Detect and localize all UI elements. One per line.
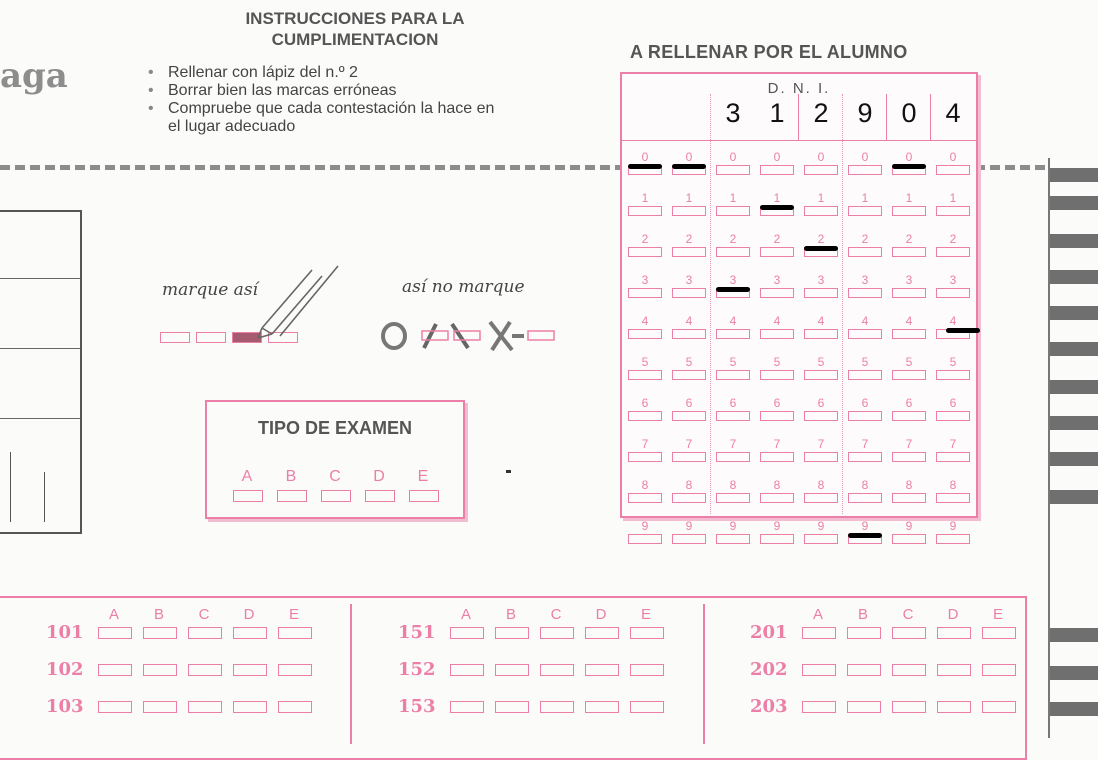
dni-bubble[interactable] — [628, 288, 662, 298]
answer-option-label: A — [460, 606, 471, 623]
dni-bubble[interactable] — [760, 165, 794, 175]
dni-bubble[interactable] — [672, 452, 706, 462]
answer-bubble[interactable] — [143, 664, 177, 676]
handwritten-dni-digit: 0 — [901, 98, 917, 128]
answer-option-label: B — [153, 606, 164, 623]
dni-digit-label: 1 — [905, 191, 913, 205]
answer-column-divider — [703, 604, 705, 744]
exam-type-option-label: E — [417, 468, 429, 485]
dni-bubble[interactable] — [628, 411, 662, 421]
dni-column-tick — [930, 94, 931, 140]
question-number: 152 — [398, 659, 436, 680]
dni-digit-label: 3 — [861, 273, 869, 287]
dni-digit-label: 8 — [861, 478, 869, 492]
answer-option-label: C — [198, 606, 210, 623]
handwritten-dni-digit: 1 — [769, 98, 785, 128]
pencil-icon — [250, 262, 350, 338]
instruction-item: • Rellenar con lápiz del n.º 2 — [146, 64, 494, 82]
answer-bubble[interactable] — [540, 701, 574, 713]
dni-digit-label: 1 — [729, 191, 737, 205]
pencil-mark — [946, 328, 980, 333]
dni-digit-label: 4 — [861, 314, 869, 328]
dni-bubble[interactable] — [628, 370, 662, 380]
dni-digit-label: 5 — [773, 355, 781, 369]
pencil-mark — [672, 164, 706, 169]
pencil-mark — [804, 246, 838, 251]
exam-type-option-label: D — [373, 468, 385, 485]
answer-option-label: A — [812, 606, 823, 623]
timing-mark — [1050, 168, 1098, 182]
dni-digit-label: 7 — [641, 437, 649, 451]
dni-digit-label: 7 — [905, 437, 913, 451]
dni-bubble[interactable] — [760, 493, 794, 503]
dni-bubble[interactable] — [760, 370, 794, 380]
dni-bubble[interactable] — [716, 534, 750, 544]
timing-mark — [1050, 196, 1098, 210]
timing-mark — [1050, 234, 1098, 248]
question-number: 102 — [46, 659, 84, 680]
dni-bubble[interactable] — [760, 247, 794, 257]
timing-mark — [1050, 490, 1098, 504]
dni-bubble[interactable] — [804, 534, 838, 544]
dni-bubble[interactable] — [672, 493, 706, 503]
dni-bubble[interactable] — [804, 370, 838, 380]
dni-digit-label: 1 — [685, 191, 693, 205]
dni-digit-label: 8 — [773, 478, 781, 492]
dni-bubble[interactable] — [672, 247, 706, 257]
answer-bubble[interactable] — [278, 701, 312, 713]
dni-bubble[interactable] — [892, 206, 926, 216]
dni-digit-label: 4 — [773, 314, 781, 328]
dni-bubble[interactable] — [892, 329, 926, 339]
answer-bubble[interactable] — [847, 664, 881, 676]
dni-digit-label: 8 — [729, 478, 737, 492]
answer-bubble[interactable] — [495, 664, 529, 676]
stray-mark — [506, 470, 511, 473]
handwritten-dni-digit: 9 — [857, 98, 873, 128]
dni-digit-label: 8 — [905, 478, 913, 492]
dni-bubble[interactable] — [936, 206, 970, 216]
dni-digit-label: 2 — [773, 232, 781, 246]
answer-bubble[interactable] — [188, 664, 222, 676]
incorrect-mark-label: así no marque — [402, 277, 525, 297]
dni-digit-label: 9 — [729, 519, 737, 533]
dni-bubble[interactable] — [760, 452, 794, 462]
answer-bubble[interactable] — [892, 701, 926, 713]
dni-bubble[interactable] — [936, 452, 970, 462]
dni-bubble[interactable] — [672, 411, 706, 421]
instruction-item: • Compruebe que cada contestación la hace en — [146, 100, 494, 118]
dni-digit-label: 0 — [729, 150, 737, 164]
dni-digit-label: 6 — [949, 396, 957, 410]
dni-bubble[interactable] — [716, 452, 750, 462]
box-divider — [0, 418, 80, 419]
dni-bubble[interactable] — [672, 329, 706, 339]
dni-digit-label: 6 — [685, 396, 693, 410]
question-number: 153 — [398, 696, 436, 717]
handwritten-dni-digit: 2 — [813, 98, 829, 128]
dni-column-tick — [886, 94, 887, 140]
answer-bubble[interactable] — [450, 664, 484, 676]
dni-header-divider — [622, 140, 976, 141]
answer-bubble[interactable] — [847, 701, 881, 713]
dni-bubble[interactable] — [716, 370, 750, 380]
answer-bubble[interactable] — [143, 627, 177, 639]
dni-bubble[interactable] — [936, 493, 970, 503]
answer-bubble[interactable] — [233, 664, 267, 676]
answer-bubble[interactable] — [630, 664, 664, 676]
answer-bubble[interactable] — [847, 627, 881, 639]
dni-label: D. N. I. — [767, 80, 831, 97]
question-number: 202 — [750, 659, 788, 680]
dni-bubble[interactable] — [804, 411, 838, 421]
instructions-title-line1: INSTRUCCIONES PARA LA — [245, 9, 465, 28]
dni-digit-label: 2 — [949, 232, 957, 246]
answer-option-label: C — [902, 606, 914, 623]
exam-type-box — [205, 400, 465, 519]
dni-bubble[interactable] — [892, 247, 926, 257]
instructions-title-line2: CUMPLIMENTACION — [271, 30, 439, 49]
pencil-mark — [892, 164, 926, 169]
dni-bubble[interactable] — [628, 206, 662, 216]
pencil-mark — [628, 164, 662, 169]
dni-bubble[interactable] — [760, 288, 794, 298]
dni-bubble[interactable] — [804, 329, 838, 339]
dni-digit-label: 7 — [729, 437, 737, 451]
answer-option-label: D — [595, 606, 607, 623]
dni-bubble[interactable] — [716, 493, 750, 503]
dni-digit-label: 7 — [685, 437, 693, 451]
answer-column-divider — [350, 604, 352, 744]
answer-bubble[interactable] — [188, 701, 222, 713]
dni-digit-label: 4 — [905, 314, 913, 328]
institution-name-fragment: aga — [0, 56, 68, 96]
answer-option-label: E — [992, 606, 1003, 623]
exam-type-option-label: B — [285, 468, 297, 485]
dni-bubble[interactable] — [760, 411, 794, 421]
dni-bubble[interactable] — [848, 370, 882, 380]
handwritten-dni-digit: 3 — [725, 98, 741, 128]
dni-bubble[interactable] — [628, 493, 662, 503]
dni-bubble[interactable] — [804, 206, 838, 216]
exam-type-option-label: A — [241, 468, 253, 485]
dni-digit-label: 4 — [949, 314, 957, 328]
dni-column-separator — [710, 94, 711, 514]
dni-digit-label: 3 — [685, 273, 693, 287]
instructions-title — [170, 8, 540, 50]
answer-bubble[interactable] — [540, 664, 574, 676]
answer-bubble[interactable] — [802, 627, 836, 639]
answer-bubble[interactable] — [233, 627, 267, 639]
question-number: 151 — [398, 622, 436, 643]
dni-column-tick — [798, 94, 799, 140]
timing-mark — [1050, 628, 1098, 642]
dni-digit-label: 2 — [817, 232, 825, 246]
answer-bubble[interactable] — [540, 627, 574, 639]
timing-mark — [1050, 380, 1098, 394]
dni-digit-label: 6 — [817, 396, 825, 410]
box-divider — [0, 278, 80, 279]
dni-digit-label: 6 — [729, 396, 737, 410]
dni-bubble[interactable] — [936, 247, 970, 257]
dni-digit-label: 9 — [905, 519, 913, 533]
dni-digit-label: 6 — [905, 396, 913, 410]
dni-digit-label: 2 — [685, 232, 693, 246]
dni-digit-label: 9 — [685, 519, 693, 533]
dni-digit-label: 5 — [729, 355, 737, 369]
dni-bubble[interactable] — [848, 493, 882, 503]
question-number: 203 — [750, 696, 788, 717]
answer-bubble[interactable] — [585, 664, 619, 676]
example-bubble — [196, 332, 226, 343]
dni-bubble[interactable] — [716, 247, 750, 257]
answer-bubble[interactable] — [937, 701, 971, 713]
dni-bubble[interactable] — [848, 288, 882, 298]
answer-bubble[interactable] — [98, 627, 132, 639]
dni-digit-label: 5 — [861, 355, 869, 369]
answer-bubble[interactable] — [233, 701, 267, 713]
dni-digit-label: 9 — [817, 519, 825, 533]
dni-digit-label: 0 — [949, 150, 957, 164]
answer-bubble[interactable] — [98, 664, 132, 676]
dni-digit-label: 1 — [773, 191, 781, 205]
exam-type-title: TIPO DE EXAMEN — [257, 418, 413, 438]
dni-digit-label: 3 — [949, 273, 957, 287]
dni-bubble[interactable] — [628, 534, 662, 544]
exam-type-bubble[interactable] — [321, 490, 351, 502]
answer-bubble[interactable] — [937, 627, 971, 639]
dni-digit-label: 1 — [817, 191, 825, 205]
dni-bubble[interactable] — [848, 206, 882, 216]
dni-bubble[interactable] — [936, 370, 970, 380]
dni-digit-label: 5 — [641, 355, 649, 369]
dni-digit-label: 2 — [641, 232, 649, 246]
dni-digit-label: 9 — [641, 519, 649, 533]
dni-bubble[interactable] — [760, 329, 794, 339]
answer-bubble[interactable] — [450, 627, 484, 639]
dni-bubble[interactable] — [848, 329, 882, 339]
answer-bubble[interactable] — [937, 664, 971, 676]
dni-digit-label: 0 — [641, 150, 649, 164]
answer-option-label: A — [108, 606, 119, 623]
dni-digit-label: 1 — [949, 191, 957, 205]
timing-mark — [1050, 306, 1098, 320]
dni-digit-label: 3 — [817, 273, 825, 287]
dni-digit-label: 1 — [861, 191, 869, 205]
dni-bubble[interactable] — [804, 452, 838, 462]
dni-bubble[interactable] — [892, 534, 926, 544]
answer-bubble[interactable] — [630, 701, 664, 713]
correct-mark-label: marque así — [162, 280, 258, 300]
exam-type-bubble[interactable] — [277, 490, 307, 502]
dni-digit-label: 2 — [861, 232, 869, 246]
exam-type-bubble[interactable] — [409, 490, 439, 502]
dni-bubble[interactable] — [672, 370, 706, 380]
answer-bubble[interactable] — [802, 664, 836, 676]
dni-digit-label: 9 — [949, 519, 957, 533]
answer-bubble[interactable] — [982, 664, 1016, 676]
dni-digit-label: 8 — [641, 478, 649, 492]
dni-digit-label: 6 — [773, 396, 781, 410]
timing-mark — [1050, 702, 1098, 716]
dni-bubble[interactable] — [672, 288, 706, 298]
answer-option-label: B — [505, 606, 516, 623]
dni-digit-label: 7 — [817, 437, 825, 451]
dni-bubble[interactable] — [848, 247, 882, 257]
dni-digit-label: 5 — [685, 355, 693, 369]
dni-digit-label: 0 — [861, 150, 869, 164]
timing-mark — [1050, 452, 1098, 466]
dni-bubble[interactable] — [892, 370, 926, 380]
question-number: 103 — [46, 696, 84, 717]
handwritten-dni-digit: 4 — [945, 98, 961, 128]
exam-type-bubble[interactable] — [233, 490, 263, 502]
dni-digit-label: 7 — [773, 437, 781, 451]
dni-digit-label: 9 — [773, 519, 781, 533]
answer-option-label: D — [243, 606, 255, 623]
answer-option-label: E — [640, 606, 651, 623]
dni-bubble[interactable] — [892, 452, 926, 462]
question-number: 201 — [750, 622, 788, 643]
dni-digit-label: 7 — [949, 437, 957, 451]
answer-bubble[interactable] — [892, 627, 926, 639]
dni-bubble[interactable] — [936, 288, 970, 298]
dni-bubble[interactable] — [628, 247, 662, 257]
dni-digit-label: 5 — [905, 355, 913, 369]
incorrect-marks-icon — [378, 318, 558, 354]
dni-bubble[interactable] — [936, 534, 970, 544]
dni-bubble[interactable] — [936, 411, 970, 421]
instruction-item-continued — [146, 118, 494, 136]
dni-digit-label: 6 — [641, 396, 649, 410]
instructions-list — [146, 64, 494, 136]
dni-bubble[interactable] — [892, 493, 926, 503]
answer-bubble[interactable] — [892, 664, 926, 676]
answer-bubble[interactable] — [278, 627, 312, 639]
timing-mark — [1050, 416, 1098, 430]
dni-digit-label: 6 — [861, 396, 869, 410]
answer-bubble[interactable] — [630, 627, 664, 639]
dni-bubble[interactable] — [716, 329, 750, 339]
timing-mark — [1050, 666, 1098, 680]
instruction-item: • Borrar bien las marcas erróneas — [146, 82, 494, 100]
instruction-continuation-text: el lugar adecuado — [168, 118, 296, 135]
answer-bubble[interactable] — [188, 627, 222, 639]
answer-bubble[interactable] — [802, 701, 836, 713]
dni-digit-label: 0 — [817, 150, 825, 164]
question-number: 101 — [46, 622, 84, 643]
dni-digit-label: 3 — [729, 273, 737, 287]
dni-bubble[interactable] — [716, 206, 750, 216]
answer-bubble[interactable] — [585, 701, 619, 713]
dni-bubble[interactable] — [848, 411, 882, 421]
dni-bubble[interactable] — [672, 534, 706, 544]
dni-digit-label: 8 — [685, 478, 693, 492]
answer-option-label: C — [550, 606, 562, 623]
dni-column-separator — [842, 94, 843, 514]
timing-mark — [1050, 342, 1098, 356]
dni-bubble[interactable] — [892, 411, 926, 421]
answer-bubble[interactable] — [98, 701, 132, 713]
dni-bubble[interactable] — [628, 452, 662, 462]
dni-bubble[interactable] — [760, 534, 794, 544]
dni-bubble[interactable] — [672, 206, 706, 216]
dni-digit-label: 5 — [817, 355, 825, 369]
box-divider — [0, 348, 80, 349]
dni-grid — [620, 72, 978, 533]
answer-bubble[interactable] — [585, 627, 619, 639]
pencil-mark — [716, 287, 750, 292]
answer-bubble[interactable] — [982, 701, 1016, 713]
pencil-mark — [760, 205, 794, 210]
answer-bubble[interactable] — [495, 701, 529, 713]
answer-bubble[interactable] — [982, 627, 1016, 639]
box-tick — [10, 452, 11, 522]
dni-digit-label: 1 — [641, 191, 649, 205]
dni-digit-label: 0 — [905, 150, 913, 164]
personal-data-box — [0, 210, 82, 534]
dni-digit-label: 2 — [905, 232, 913, 246]
exam-type-bubble[interactable] — [365, 490, 395, 502]
example-bubble — [160, 332, 190, 343]
dni-bubble[interactable] — [848, 452, 882, 462]
dni-digit-label: 9 — [861, 519, 869, 533]
answer-bubble[interactable] — [143, 701, 177, 713]
dni-bubble[interactable] — [848, 165, 882, 175]
answer-option-label: D — [947, 606, 959, 623]
dni-bubble[interactable] — [716, 411, 750, 421]
dni-bubble[interactable] — [892, 288, 926, 298]
dni-digit-label: 0 — [685, 150, 693, 164]
pencil-mark — [848, 533, 882, 538]
dni-digit-label: 4 — [641, 314, 649, 328]
dni-digit-label: 4 — [685, 314, 693, 328]
answer-option-label: E — [288, 606, 299, 623]
dni-digit-label: 4 — [817, 314, 825, 328]
answer-bubble[interactable] — [495, 627, 529, 639]
dni-bubble[interactable] — [804, 165, 838, 175]
dni-digit-label: 0 — [773, 150, 781, 164]
dni-digit-label: 8 — [817, 478, 825, 492]
dni-digit-label: 5 — [949, 355, 957, 369]
dni-digit-label: 2 — [729, 232, 737, 246]
box-tick — [44, 472, 45, 522]
timing-mark — [1050, 270, 1098, 284]
dni-bubble[interactable] — [936, 165, 970, 175]
dni-digit-label: 3 — [641, 273, 649, 287]
answer-bubble[interactable] — [450, 701, 484, 713]
dni-digit-label: 3 — [905, 273, 913, 287]
dni-bubble[interactable] — [804, 493, 838, 503]
dni-bubble[interactable] — [628, 329, 662, 339]
student-section-title: A RELLENAR POR EL ALUMNO — [630, 42, 908, 62]
dni-digit-label: 4 — [729, 314, 737, 328]
exam-type-option-label: C — [329, 468, 341, 485]
answer-bubble[interactable] — [278, 664, 312, 676]
dni-digit-label: 8 — [949, 478, 957, 492]
dni-bubble[interactable] — [716, 165, 750, 175]
answer-option-label: B — [857, 606, 868, 623]
dni-digit-label: 7 — [861, 437, 869, 451]
dni-bubble[interactable] — [804, 288, 838, 298]
dni-digit-label: 3 — [773, 273, 781, 287]
